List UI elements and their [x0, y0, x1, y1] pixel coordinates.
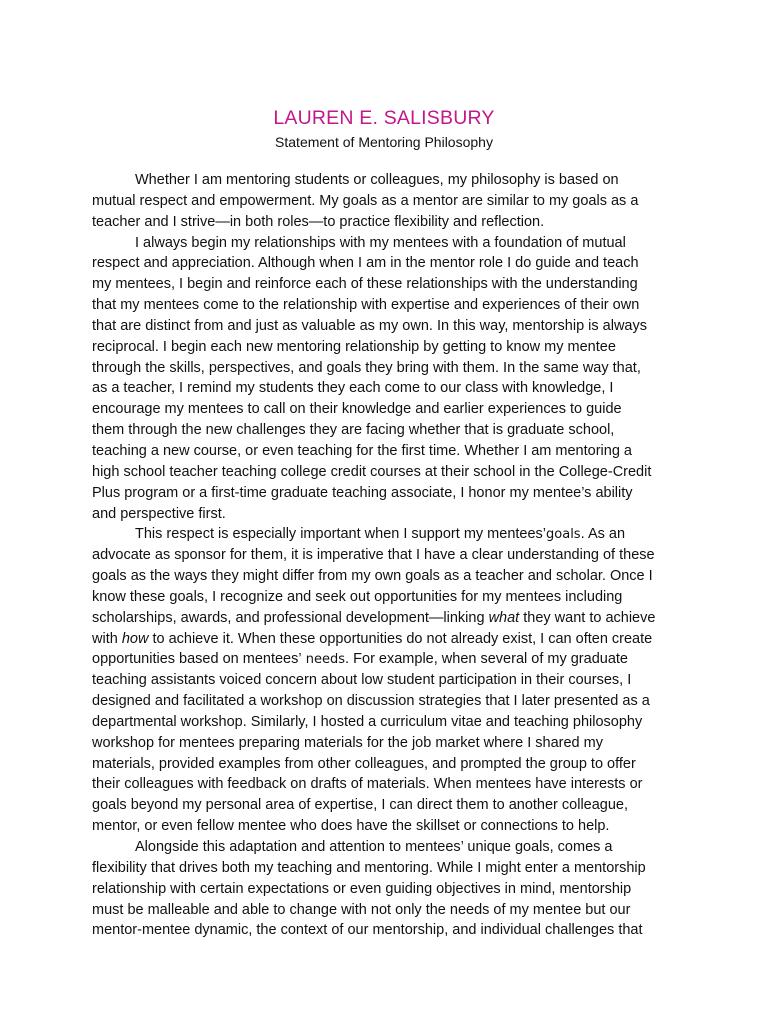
body-line: my mentees, I begin and reinforce each of these relationships with the understanding — [92, 276, 638, 293]
body-line: teaching assistants voiced concern about low student participation in their courses, I — [92, 672, 632, 689]
body-line: that are distinct from and just as valuable as my own. In this way, mentorship is always — [92, 317, 648, 334]
body-line: goals beyond my personal area of expertise, I can direct them to another colleague, — [92, 797, 629, 814]
body-line: high school teacher teaching college credit courses at their school in the College-Credit — [92, 463, 652, 480]
document-body — [92, 170, 692, 941]
body-text: goals. — [546, 527, 585, 543]
body-line: their colleagues with feedback on drafts of materials. When mentees have interests or — [92, 776, 643, 793]
body-line: that my mentees come to the relationship with expertise and experiences of their own — [92, 297, 640, 314]
body-line: relationship with certain expectations or even guiding objectives in mind, mentorship — [92, 880, 632, 897]
body-text: needs. — [301, 652, 350, 668]
body-line: workshop for mentees preparing materials for the job market where I shared my — [92, 734, 603, 751]
body-text: This respect is especially important when I support my mentees’ — [135, 526, 547, 543]
body-line — [92, 649, 692, 670]
document-subtitle: Statement of Mentoring Philosophy — [275, 134, 493, 150]
body-text: As an — [584, 526, 626, 543]
body-line: materials, provided examples from other colleagues, and prompted the group to offer — [92, 755, 636, 772]
body-line: goals as the ways they might differ from my own goals as a teacher and scholar. Once I — [92, 568, 653, 585]
body-line: teacher and I strive—in both roles—to practice flexibility and reflection. — [92, 213, 545, 230]
body-line: know these goals, I recognize and seek out opportunities for my mentees including — [92, 588, 623, 605]
body-line — [92, 608, 692, 629]
body-text: they want to achieve — [519, 609, 656, 626]
body-line: advocate as sponsor for them, it is imperative that I have a clear understanding of these — [92, 547, 655, 564]
body-line: mentor, or even fellow mentee who does have the skillset or connections to help. — [92, 818, 610, 835]
body-line: as a teacher, I remind my students they each come to our class with knowledge, I — [92, 380, 614, 397]
author-name-heading: LAUREN E. SALISBURY — [273, 107, 495, 129]
body-line: designed and facilitated a workshop on discussion strategies that I later presented as a — [92, 693, 650, 710]
body-text: with — [92, 630, 122, 647]
body-line: and perspective first. — [92, 505, 226, 522]
body-text: opportunities based on mentees’ — [92, 651, 302, 668]
body-line: flexibility that drives both my teaching and mentoring. While I might enter a mentorship — [92, 859, 646, 876]
body-line: I always begin my relationships with my mentees with a foundation of mutual — [135, 234, 626, 251]
body-line: Plus program or a first-time graduate teaching associate, I honor my mentee’s ability — [92, 484, 633, 501]
body-line: teaching a new course, or even teaching for the first time. Whether I am mentoring a — [92, 442, 632, 459]
body-line: departmental workshop. Similarly, I hosted a curriculum vitae and teaching philosophy — [92, 713, 643, 730]
body-line: mutual respect and empowerment. My goals as a mentor are similar to my goals as a — [92, 192, 639, 209]
body-text: For example, when several of my graduate — [349, 651, 628, 668]
body-line: reciprocal. I begin each new mentoring relationship by getting to know my mentee — [92, 338, 616, 355]
body-line — [92, 629, 692, 650]
body-text: scholarships, awards, and professional development—linking — [92, 609, 489, 626]
emphasis-text: what — [488, 609, 520, 626]
body-line: through the skills, perspectives, and goals they bring with them. In the same way that, — [92, 359, 641, 376]
body-line — [92, 524, 692, 545]
body-line: Whether I am mentoring students or colleagues, my philosophy is based on — [135, 172, 619, 188]
emphasis-text: how — [121, 630, 149, 647]
body-line: must be malleable and able to change with not only the needs of my mentee but our — [92, 901, 631, 918]
body-text: to achieve it. When these opportunities do not already exist, I can often create — [148, 630, 653, 647]
body-line: respect and appreciation. Although when I am in the mentor role I do guide and teach — [92, 255, 639, 272]
body-line: them through the new challenges they are facing whether that is graduate school, — [92, 422, 615, 439]
body-line: encourage my mentees to call on their knowledge and earlier experiences to guide — [92, 401, 622, 418]
body-line: Alongside this adaptation and attention to mentees’ unique goals, comes a — [135, 839, 613, 855]
body-line: mentor-mentee dynamic, the context of our mentorship, and individual challenges that — [92, 922, 643, 939]
